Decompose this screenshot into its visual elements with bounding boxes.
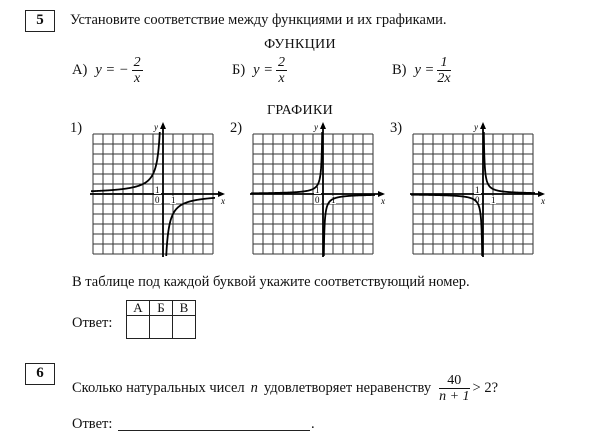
task6-answer-end: . [311,416,315,432]
function-b [232,55,287,86]
task5-instruction: В таблице под каждой буквой укажите соответствующий номер. [72,274,470,290]
function-a-numerator: 2 [133,55,141,70]
answer-cell-b[interactable] [150,316,173,339]
task6-inequality-tail: > 2? [472,380,499,396]
function-v-fraction [437,55,450,86]
task6-answer-label: Ответ: [72,416,113,432]
function-a-denominator: x [133,71,141,86]
function-v-label: В) [392,62,407,78]
y-axis-label: y [474,122,478,132]
answer-cell-v[interactable] [173,316,196,339]
function-b-denominator: x [278,71,285,86]
function-b-lhs: y = [253,62,274,78]
task6-prompt [72,373,498,404]
y-axis-arrow [480,122,486,129]
y-unit-label: 1 [475,185,480,195]
function-b-label: Б) [232,62,246,78]
function-v-numerator: 1 [437,55,450,71]
answer-table-header-a: А [127,301,150,316]
task6-fraction [439,373,469,404]
answer-cell-a[interactable] [127,316,150,339]
function-a [72,55,143,86]
y-axis-arrow [320,122,326,129]
x-unit-label: 1 [491,195,496,205]
hyperbola-branch-left [91,120,161,191]
y-axis-label: y [314,122,318,132]
origin-label: 0 [475,195,480,205]
function-v [392,55,451,86]
origin-label: 0 [155,195,160,205]
y-axis-arrow [160,122,166,129]
task6-answer-line[interactable] [118,430,310,431]
task6-variable: n [250,380,258,396]
x-unit-label: 1 [331,195,336,205]
graph-3 [408,120,554,262]
function-a-lhs: y = − [95,62,129,78]
y-unit-label: 1 [155,185,160,195]
function-v-lhs: y = [414,62,435,78]
task6-prompt-prefix: Сколько натуральных чисел [72,380,245,396]
origin-label: 0 [315,195,320,205]
task6-fraction-denominator: n + 1 [439,389,470,404]
graph-3-label: 3) [390,120,403,136]
graph-2-label: 2) [230,120,243,136]
x-axis-label: x [381,196,385,206]
function-v-denominator: 2x [437,71,451,86]
answer-table [126,300,196,339]
hyperbola-branch-right [484,120,535,193]
answer-table-header-v: В [173,301,196,316]
hyperbola-branch-right [324,195,375,262]
graphs-title: ГРАФИКИ [266,103,334,118]
y-axis-label: y [154,122,158,132]
y-unit-label: 1 [315,185,320,195]
answer-table-header-b: Б [150,301,173,316]
task5-prompt: Установите соответствие между функциями и их графиками. [70,12,447,28]
functions-title: ФУНКЦИИ [264,37,336,52]
x-axis-label: x [221,196,225,206]
function-a-fraction [132,55,143,86]
task-number-6: 6 [25,363,55,385]
task5-answer-label: Ответ: [72,315,113,331]
function-a-label: А) [72,62,88,78]
function-b-numerator: 2 [278,55,286,70]
graph-1-label: 1) [70,120,83,136]
function-b-fraction [276,55,287,86]
task-number-5: 5 [25,10,55,32]
task6-fraction-numerator: 40 [439,373,469,389]
graph-2 [248,120,394,262]
graph-1 [88,120,234,262]
x-unit-label: 1 [171,195,176,205]
task6-prompt-mid: удовлетворяет неравенству [263,380,432,396]
x-axis-label: x [541,196,545,206]
